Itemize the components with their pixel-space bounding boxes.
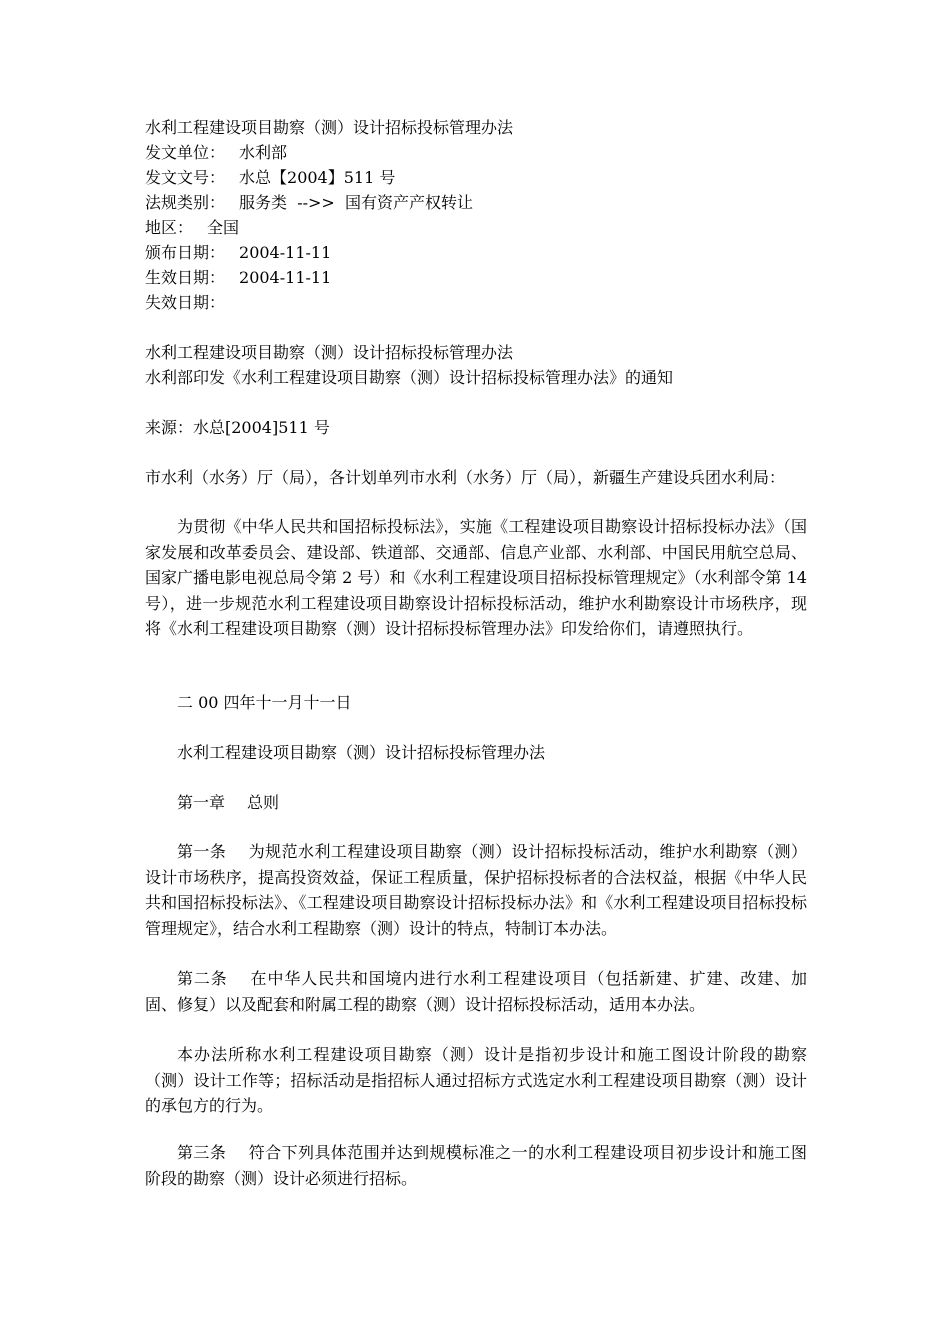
field-value: 水利部: [239, 143, 288, 162]
body-title: 水利工程建设项目勘察（测）设计招标投标管理办法: [145, 343, 514, 362]
field-label: 颁布日期：: [145, 243, 226, 262]
notice-title: 水利部印发《水利工程建设项目勘察（测）设计招标投标管理办法》的通知: [145, 368, 674, 387]
article-label: 第二条: [177, 969, 228, 988]
article-text: 本办法所称水利工程建设项目勘察（测）设计是指初步设计和施工图设计阶段的勘察（测）设计工作等；招标活动是指招标人通过招标方式选定水利工程建设项目勘察（测）设计的承包方的行为。: [145, 1045, 807, 1115]
field-label: 发文文号：: [145, 168, 226, 187]
field-label: 法规类别：: [145, 193, 226, 212]
article-2: [145, 966, 807, 1017]
article-2-definition: [145, 1042, 807, 1119]
field-value: 全国: [207, 218, 240, 237]
field-region: [145, 218, 239, 238]
chapter-name: 总则: [247, 793, 280, 812]
intro-paragraph: 为贯彻《中华人民共和国招标投标法》，实施《工程建设项目勘察设计招标投标办法》（国家发展和改革委员会、建设部、铁道部、交通部、信息产业部、水利部、中国民用航空总局、国家广播电影电视总局令第 2 号）和《水利工程建设项目招标投标管理规定》（水利部令第 14 号），进一步规范水利工程建设项目勘察设计招标投标活动，维护水利勘察设计市场秩序，现将《水利工程建设项目勘察（测）设计招标投标管理办法》印发给你们，请遵照执行。: [145, 517, 807, 638]
field-label: 发文单位：: [145, 143, 226, 162]
article-3: [145, 1140, 807, 1191]
field-doc-number: [145, 168, 395, 188]
article-label: 第一条: [177, 842, 227, 861]
field-label: 生效日期：: [145, 268, 226, 287]
field-category: [145, 193, 473, 213]
chapter-label: 第一章: [177, 793, 226, 812]
article-label: 第三条: [177, 1143, 227, 1162]
article-text: 在中华人民共和国境内进行水利工程建设项目（包括新建、扩建、改建、加固、修复）以及配套和附属工程的勘察（测）设计招标投标活动，适用本办法。: [145, 969, 807, 1014]
field-value: 2004-11-11: [239, 243, 332, 262]
field-effective-date: [145, 268, 331, 288]
article-text: 为规范水利工程建设项目勘察（测）设计招标投标活动，维护水利勘察（测）设计市场秩序，提高投资效益，保证工程质量，保护招标投标者的合法权益，根据《中华人民共和国招标投标法》、《工程建设项目勘察设计招标投标办法》和《水利工程建设项目招标投标管理规定》，结合水利工程勘察（测）设计的特点，特制订本办法。: [145, 842, 807, 938]
field-label: 失效日期：: [145, 293, 226, 312]
field-value: 服务类 -->> 国有资产产权转让: [239, 193, 473, 212]
article-1: [145, 839, 807, 941]
field-value: 2004-11-11: [239, 268, 332, 287]
field-publish-date: [145, 243, 331, 263]
date-line: 二 00 四年十一月十一日: [177, 693, 352, 712]
source-line: 来源：水总[2004]511 号: [145, 418, 330, 437]
addressee: 市水利（水务）厅（局），各计划单列市水利（水务）厅（局），新疆生产建设兵团水利局：: [145, 468, 786, 487]
header-title: 水利工程建设项目勘察（测）设计招标投标管理办法: [145, 118, 514, 137]
chapter-heading: [177, 793, 279, 813]
article-text: 符合下列具体范围并达到规模标准之一的水利工程建设项目初步设计和施工图阶段的勘察（测）设计必须进行招标。: [145, 1143, 807, 1188]
field-value: 水总【2004】511 号: [239, 168, 396, 187]
field-expiry-date: [145, 293, 239, 313]
field-issuer: [145, 143, 287, 163]
measures-title: 水利工程建设项目勘察（测）设计招标投标管理办法: [177, 743, 546, 762]
field-label: 地区：: [145, 218, 194, 237]
